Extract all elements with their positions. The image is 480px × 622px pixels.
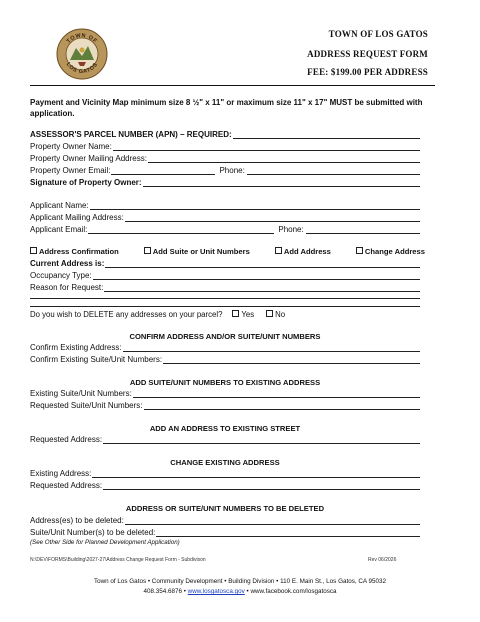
option-add-address-label: Add Address xyxy=(283,247,331,256)
occupancy-type-line[interactable] xyxy=(93,271,420,280)
option-address-confirmation[interactable] xyxy=(30,247,119,256)
requested-address-line[interactable] xyxy=(103,435,420,444)
requested-suite-field[interactable] xyxy=(30,401,420,411)
owner-phone-line[interactable] xyxy=(247,166,420,175)
confirm-existing-suite-label: Confirm Existing Suite/Unit Numbers: xyxy=(30,355,163,364)
applicant-name-label: Applicant Name: xyxy=(30,201,89,210)
delete-section-title: ADDRESS OR SUITE/UNIT NUMBERS TO BE DELETED xyxy=(125,504,325,513)
existing-address-line[interactable] xyxy=(92,469,420,478)
change-section-title: CHANGE EXISTING ADDRESS xyxy=(170,458,280,467)
existing-address-label: Existing Address: xyxy=(30,469,92,478)
delete-no-label: No xyxy=(275,310,286,319)
see-other-side-note: (See Other Side for Planned Development Application) xyxy=(30,539,180,546)
owner-phone-label: Phone: xyxy=(219,166,245,175)
owner-mailing-line[interactable] xyxy=(148,154,420,163)
option-add-suite[interactable] xyxy=(144,247,250,256)
current-address-field[interactable] xyxy=(30,259,420,269)
applicant-mailing-field[interactable] xyxy=(30,213,420,223)
reason-extra-line-2[interactable] xyxy=(30,306,420,307)
footer-address: Town of Los Gatos • Community Development • Building Division • 110 E. Main St., Los Gatos, CA 95032 xyxy=(93,578,387,585)
footer-phone: 408.354.6876 • xyxy=(143,588,188,595)
current-address-label: Current Address is: xyxy=(30,259,105,268)
delete-yes-option[interactable] xyxy=(222,310,254,320)
existing-suite-line[interactable] xyxy=(133,389,420,398)
owner-email-line[interactable] xyxy=(111,166,215,175)
checkbox-icon[interactable] xyxy=(266,310,273,317)
option-change-address-label: Change Address xyxy=(364,247,425,256)
apn-label: ASSESSOR'S PARCEL NUMBER (APN) – REQUIRED: xyxy=(30,130,232,139)
reason-label: Reason for Request: xyxy=(30,283,104,292)
owner-name-line[interactable] xyxy=(113,142,420,151)
confirm-section-title: CONFIRM ADDRESS AND/OR SUITE/UNIT NUMBERS xyxy=(129,332,321,341)
reason-extra-line-1[interactable] xyxy=(30,298,420,299)
owner-email-field[interactable] xyxy=(30,166,420,176)
addresses-deleted-line[interactable] xyxy=(125,516,420,525)
checkbox-icon[interactable] xyxy=(356,247,363,254)
addresses-deleted-field[interactable] xyxy=(30,516,420,526)
form-title: ADDRESS REQUEST FORM xyxy=(307,49,428,59)
checkbox-icon[interactable] xyxy=(275,247,282,254)
requested-address-field[interactable] xyxy=(30,435,420,445)
request-type-options xyxy=(30,247,425,256)
applicant-mailing-line[interactable] xyxy=(125,213,420,222)
confirm-existing-address-label: Confirm Existing Address: xyxy=(30,343,122,352)
website-link[interactable]: www.losgatosca.gov xyxy=(187,588,245,595)
confirm-existing-address-line[interactable] xyxy=(123,343,420,352)
occupancy-type-label: Occupancy Type: xyxy=(30,271,92,280)
delete-question-text: Do you wish to DELETE any addresses on your parcel? xyxy=(30,310,223,319)
checkbox-icon[interactable] xyxy=(232,310,239,317)
delete-yes-label: Yes xyxy=(241,310,255,319)
owner-mailing-field[interactable] xyxy=(30,154,420,164)
requested-address-2-label: Requested Address: xyxy=(30,481,103,490)
apn-field[interactable] xyxy=(30,130,420,140)
checkbox-icon[interactable] xyxy=(144,247,151,254)
delete-question xyxy=(30,310,420,320)
requested-suite-line[interactable] xyxy=(144,401,421,410)
town-seal-logo xyxy=(56,28,108,80)
add-suite-section-title: ADD SUITE/UNIT NUMBERS TO EXISTING ADDRESS xyxy=(129,378,321,387)
seal-text-top: TOWN OF xyxy=(65,32,99,45)
seal-text-bottom: LOS GATOS xyxy=(64,61,100,76)
apn-line[interactable] xyxy=(233,130,420,139)
applicant-phone-line[interactable] xyxy=(306,225,420,234)
intro-text: Payment and Vicinity Map minimum size 8 ½" x 11" or maximum size 11" x 17" MUST be submitted with application. xyxy=(30,98,423,118)
header-divider xyxy=(30,85,435,86)
option-change-address[interactable] xyxy=(356,247,425,256)
existing-suite-field[interactable] xyxy=(30,389,420,399)
applicant-email-line[interactable] xyxy=(88,225,274,234)
suites-deleted-line[interactable] xyxy=(156,528,420,537)
existing-address-field[interactable] xyxy=(30,469,420,479)
file-path: N:\DEV\FORMS\Building\2027-27\Address Change Request Form - Subdivison xyxy=(30,557,206,563)
confirm-existing-suite-field[interactable] xyxy=(30,355,420,365)
town-name: TOWN OF LOS GATOS xyxy=(328,29,428,39)
applicant-name-line[interactable] xyxy=(90,201,420,210)
fee-text: FEE: $199.00 PER ADDRESS xyxy=(307,67,428,77)
applicant-email-label: Applicant Email: xyxy=(30,225,88,234)
reason-field[interactable] xyxy=(30,283,420,293)
requested-address-2-line[interactable] xyxy=(103,481,420,490)
owner-signature-label: Signature of Property Owner: xyxy=(30,178,142,187)
applicant-name-field[interactable] xyxy=(30,201,420,211)
requested-address-label: Requested Address: xyxy=(30,435,103,444)
owner-name-label: Property Owner Name: xyxy=(30,142,112,151)
option-add-address[interactable] xyxy=(275,247,331,256)
requested-address-2-field[interactable] xyxy=(30,481,420,491)
requested-suite-label: Requested Suite/Unit Numbers: xyxy=(30,401,143,410)
confirm-existing-address-field[interactable] xyxy=(30,343,420,353)
owner-name-field[interactable] xyxy=(30,142,420,152)
option-add-suite-label: Add Suite or Unit Numbers xyxy=(152,247,250,256)
owner-signature-line[interactable] xyxy=(143,178,420,187)
footer-facebook: • www.facebook.com/losgatosca xyxy=(244,588,337,595)
suites-deleted-field[interactable] xyxy=(30,528,420,538)
option-address-confirmation-label: Address Confirmation xyxy=(39,247,119,256)
addresses-deleted-label: Address(es) to be deleted: xyxy=(30,516,124,525)
applicant-mailing-label: Applicant Mailing Address: xyxy=(30,213,124,222)
revision: Rev 06/2026 xyxy=(368,557,397,563)
owner-mailing-label: Property Owner Mailing Address: xyxy=(30,154,147,163)
checkbox-icon[interactable] xyxy=(30,247,37,254)
existing-suite-label: Existing Suite/Unit Numbers: xyxy=(30,389,132,398)
add-address-section-title: ADD AN ADDRESS TO EXISTING STREET xyxy=(149,424,301,433)
footer-contacts xyxy=(0,587,480,596)
suites-deleted-label: Suite/Unit Number(s) to be deleted: xyxy=(30,528,156,537)
owner-signature-field[interactable] xyxy=(30,178,420,188)
occupancy-type-field[interactable] xyxy=(30,271,420,281)
delete-no-option[interactable] xyxy=(254,310,285,320)
confirm-existing-suite-line[interactable] xyxy=(163,355,420,364)
applicant-phone-label: Phone: xyxy=(278,225,304,234)
current-address-line[interactable] xyxy=(105,259,420,268)
applicant-email-field[interactable] xyxy=(30,225,420,235)
owner-email-label: Property Owner Email: xyxy=(30,166,111,175)
reason-line[interactable] xyxy=(104,283,420,292)
